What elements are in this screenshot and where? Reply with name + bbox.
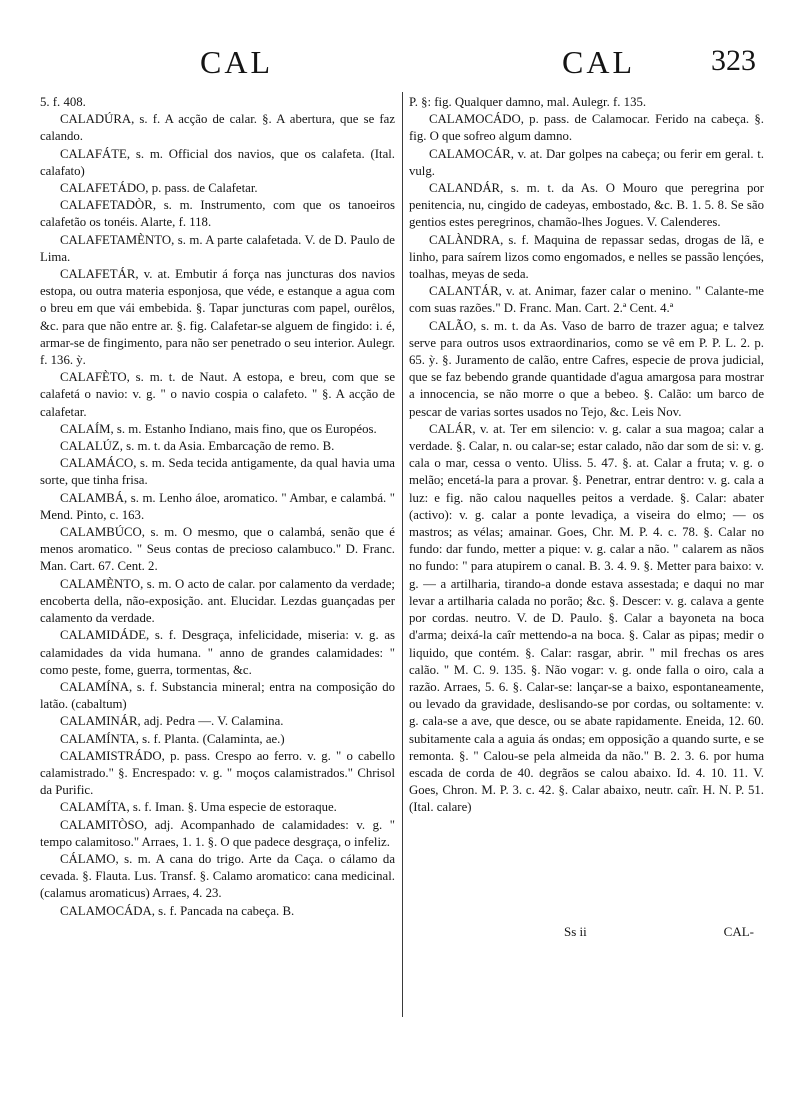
dictionary-entry: CALAMÍNTA, s. f. Planta. (Calaminta, ae.) bbox=[60, 731, 285, 746]
running-header bbox=[40, 44, 764, 94]
dictionary-entry: CALAMOCÁR, v. at. Dar golpes na cabeça; ou ferir em geral. t. vulg. bbox=[409, 146, 764, 178]
dictionary-entry: CALADÚRA, s. f. A acção de calar. §. A abertura, que se faz calando. bbox=[40, 112, 395, 144]
dictionary-entry: CALAFETAMÈNTO, s. m. A parte calafetada. V. de D. Paulo de Lima. bbox=[40, 232, 395, 264]
dictionary-entry: CALAMÍTA, s. f. Iman. §. Uma especie de estoraque. bbox=[60, 800, 337, 815]
column-divider bbox=[402, 92, 403, 1017]
dictionary-entry: CALANDÁR, s. m. t. da As. O Mouro que peregrina por penitencia, nu, cingido de cadeyas, embostado, &c. B. 1. 5. 8. Se são gentios estes peregrinos, chamão-lhes Jogues. V. Calenderes. bbox=[409, 181, 764, 230]
dictionary-entry: CALAMOCÁDO, p. pass. de Calamocar. Ferido na cabeça. §. fig. O que sofreo algum damno. bbox=[409, 112, 764, 144]
dictionary-entry: CALAFETÁR, v. at. Embutir á força nas juncturas dos navios estopa, ou outra materia esponjosa, que véde, e estanque a agua com o breu em que vái embebida. §. Tapar juncturas com papel, ourêlos, &c. para que não entre ar. §. fig. Calafetar-se alguem de fingido: i. é, armar-se de fingimento, para não ser penetrado o seu interior. Aulegr. f. 136. ỳ. bbox=[40, 267, 395, 368]
signature-mark: Ss ii bbox=[564, 923, 587, 939]
dictionary-entry: CALÁR, v. at. Ter em silencio: v. g. calar a sua magoa; calar a verdade. §. Calar, n. ou calar-se; estar calado, não dar som de si: v. g. cala o mar, cessa o vento. Uliss. 5. 47. §. at. Calar a fruta; v. g. o melão; encetá-la para a provar. §. Penetrar, entrar dentro: v. g. cala a luz: e fig. não calou naquelles peitos a verdade. §. Calar: abater (activo): v. g. calar a ponte levadiça, a viseira do elmo; — os mastros; as vélas; amainar. Goes, Chr. M. P. 4. c. 78. §. Calar no fundo: dar fundo, metter a pique: v. g. calar a não. " calarem as nãos no fundo: " para atupirem o canal. B. 3. 4. 9. §. Metter para baixo: v. g. — a artilharia, tirando-a donde estava assestada; e daqui no mar levar a artilharia calada no porão; &c. §. Descer: v. g. calava a gente por cordas. neutro. V. de D. Paulo. §. Calar a bayoneta na boca d'arma; deixá-la caîr mettendo-a na boca. §. Calar as pipas; medir o liquido, que contém. §. Calar: rasgar, abrir. " mil frechas os ares calão. " M. C. 9. 135. §. Não vogar: v. g. onde falla o oiro, cala a razão. Arraes, 5. 6. §. Calar-se: lançar-se a baixo, espontaneamente, ou levado da gravidade, deslisando-se por cordas, ou soltamente: v. g. cala-se a ave, que desce, ou se abate rapidamente. Eneida, 12. 60. subitamente cala a aguia ás ondas; em opposição a quando surte, e se remonta. §. " Calou-se pela almeida da não." B. 2. 3. 6. por huma escada de corda de 40. degrãos se calou abaixo. Id. 4. 10. 11. V. Goes, Chron. M. P. 3. c. 42. §. Calar abaixo, neutr. caîr. H. N. P. 51. (Ital. calare) bbox=[409, 421, 764, 815]
dictionary-entry: CÁLAMO, s. m. A cana do trigo. Arte da Caça. o cálamo da cevada. §. Flauta. Lus. Transf. §. Calamo aromatico: cana medicinal. (calamus aromaticus) Arraes, 4. 23. bbox=[40, 851, 395, 901]
left-column bbox=[40, 94, 395, 920]
text-columns bbox=[40, 94, 764, 920]
dictionary-entry: CALAMINÁR, adj. Pedra —. V. Calamina. bbox=[60, 714, 284, 729]
dictionary-entry: CALALÚZ, s. m. t. da Asia. Embarcação de remo. B. bbox=[60, 439, 335, 454]
dictionary-entry: CALAMISTRÁDO, p. pass. Crespo ao ferro. v. g. " o cabello calamistrado." §. Encrespado: v. g. " moços calamistrados." Chrisol da Purific. bbox=[40, 748, 395, 798]
dictionary-entry: CALÃO, s. m. t. da As. Vaso de barro de trazer agua; e talvez serve para outros usos extraordinarios, como se vê em P. P. L. 2. p. 65. ỳ. §. Juramento de calão, entre Cafres, especie de prova judicial, que se faz bebendo grande quantidade d'agua amargosa para mostrar a innocencia, se não morre o que a bebeo. §. Calão: um barco de pescar de varias sortes usados no Tejo, &c. Leis Nov. bbox=[409, 318, 764, 419]
right-column bbox=[409, 94, 764, 920]
dictionary-entry: CALAMOCÁDA, s. f. Pancada na cabeça. B. bbox=[60, 903, 295, 918]
dictionary-entry: CALAMIDÁDE, s. f. Desgraça, infelicidade, miseria: v. g. as calamidades da vida humana. " anno de grandes calamidades: " como peste, fome, guerra, tormentas, &c. bbox=[40, 628, 395, 677]
dictionary-entry: CALAMÍNA, s. f. Substancia mineral; entra na composição do latão. (cabaltum) bbox=[40, 679, 395, 712]
dictionary-entry: CALÀNDRA, s. f. Maquina de repassar sedas, drogas de lã, e linho, para saírem lizos como engomados, e nelles se passão lençóes, toalhas, meyas de seda. bbox=[409, 232, 764, 282]
page-number: 323 bbox=[711, 44, 756, 77]
page-footer bbox=[40, 924, 764, 946]
dictionary-entry: CALAFETADÒR, s. m. Instrumento, com que os tanoeiros calafetão os tonéis. Alarte, f. 118. bbox=[40, 198, 395, 230]
dictionary-entry: CALAMÁCO, s. m. Seda tecida antigamente, da qual havia uma sorte, que tinha frisa. bbox=[40, 456, 395, 488]
dictionary-entry: CALAMBÚCO, s. m. O mesmo, que o calambá, senão que é menos aromatico. " Seus contas de precioso calambuco." D. Franc. Man. Cart. 67. Cent. 2. bbox=[40, 525, 395, 574]
dictionary-entry: 5. f. 408. bbox=[40, 95, 86, 109]
dictionary-entry: CALANTÁR, v. at. Animar, fazer calar o menino. " Calante-me com suas razões." D. Franc. Man. Cart. 2.ª Cent. 4.ª bbox=[409, 284, 764, 316]
dictionary-entry: CALAÍM, s. m. Estanho Indiano, mais fino, que os Européos. bbox=[60, 421, 377, 436]
dictionary-entry: CALAFETÁDO, p. pass. de Calafetar. bbox=[60, 181, 258, 196]
dictionary-entry: CALAFÈTO, s. m. t. de Naut. A estopa, e breu, com que se calafetá o navio: v. g. " o navio cospia o calafeto. " §. A acção de calafetar. bbox=[40, 370, 395, 419]
dictionary-entry: P. §: fig. Qualquer damno, mal. Aulegr. f. 135. bbox=[409, 95, 647, 109]
right-headword: CAL bbox=[562, 44, 635, 80]
dictionary-entry: CALAMITÒSO, adj. Acompanhado de calamidades: v. g. " tempo calamitoso." Arraes, 1. 1. §. O que padece desgraça, o infeliz. bbox=[40, 817, 395, 849]
dictionary-entry: CALAMÈNTO, s. m. O acto de calar. por calamento da verdade; encoberta della, não-exposição. ant. Elucidar. Lezdas guançadas per calamento da verdade. bbox=[40, 576, 395, 626]
catchword: CAL- bbox=[723, 923, 754, 939]
dictionary-entry: CALAMBÁ, s. m. Lenho áloe, aromatico. " Ambar, e calambá. " Mend. Pinto, c. 163. bbox=[40, 490, 395, 522]
dictionary-entry: CALAFÁTE, s. m. Official dos navios, que os calafeta. (Ital. calafato) bbox=[40, 146, 395, 178]
left-headword: CAL bbox=[200, 44, 273, 80]
